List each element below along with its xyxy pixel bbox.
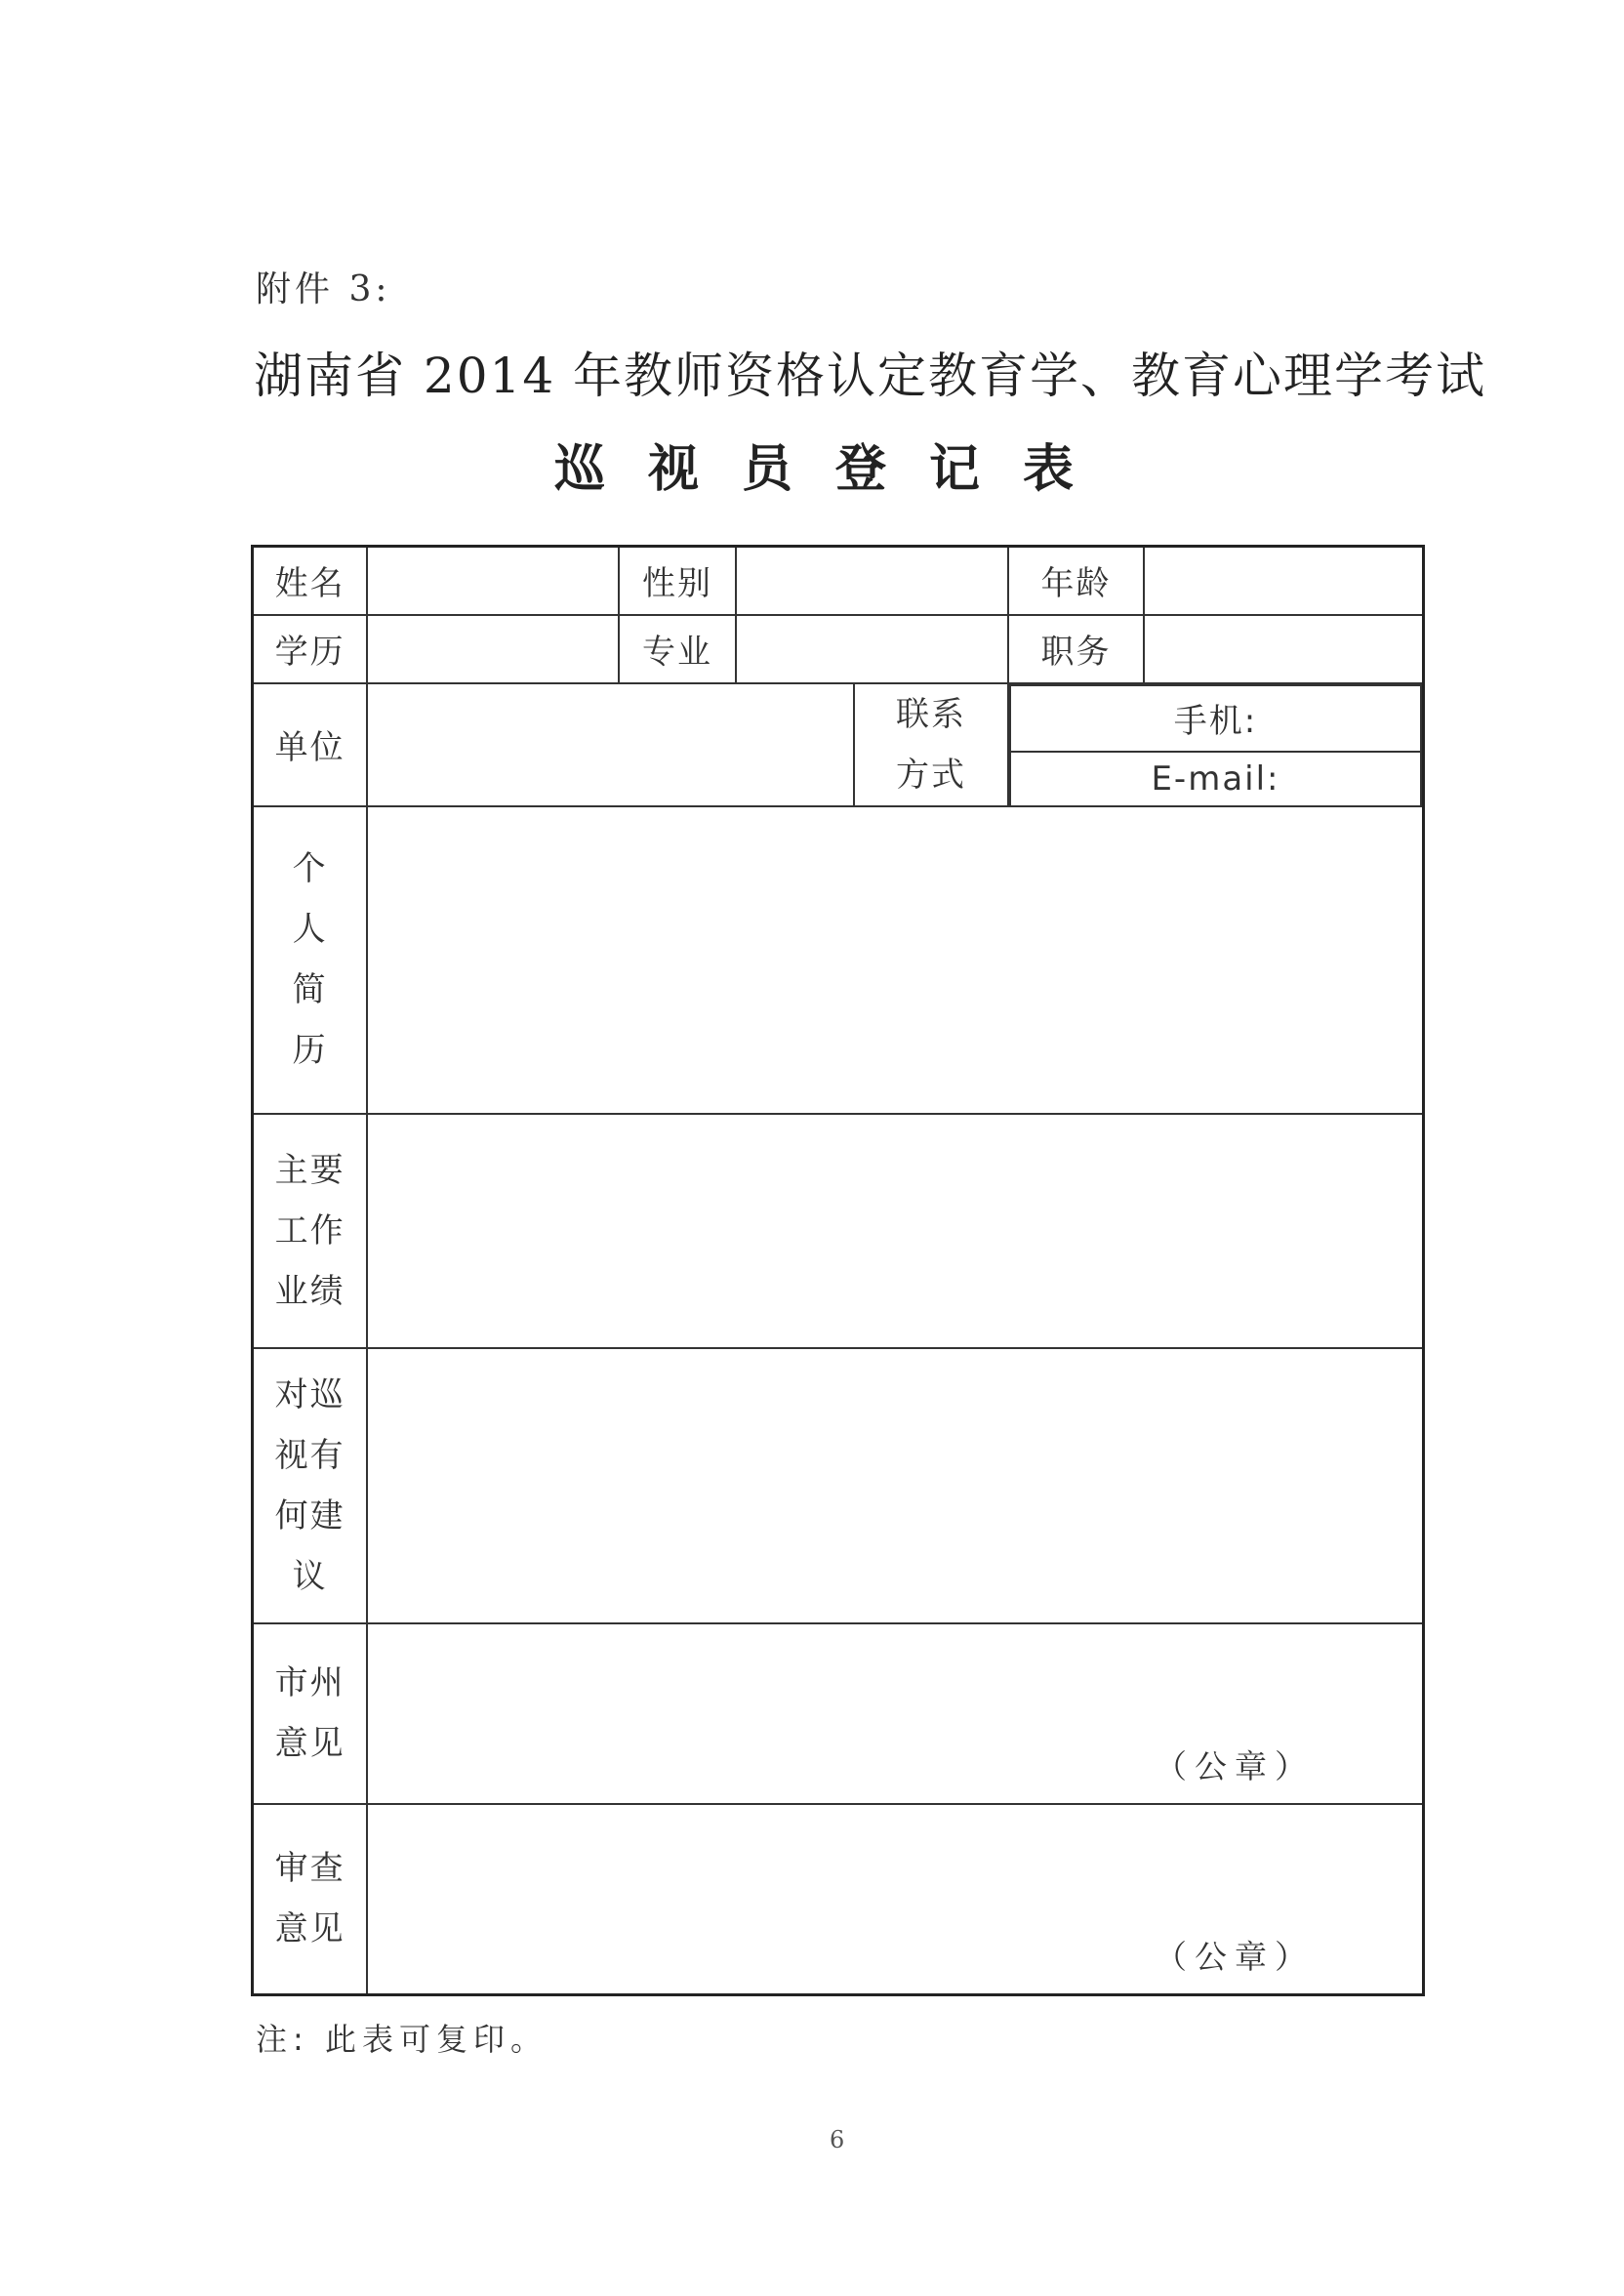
name-field[interactable] (367, 547, 619, 615)
form-subtitle: 巡视员登记表 (553, 439, 1116, 499)
form-title: 湖南省 2014 年教师资格认定教育学、教育心理学考试 (254, 348, 1487, 404)
review-opinion-field[interactable] (367, 1804, 1423, 1995)
city-opinion-field[interactable] (367, 1623, 1423, 1804)
footer-note: 注: 此表可复印。 (256, 2021, 548, 2058)
age-field[interactable] (1144, 548, 1422, 614)
achievements-label: 主要 工作 业绩 (253, 1114, 368, 1348)
suggestions-label: 对巡 视有 何建 议 (253, 1348, 368, 1623)
review-seal-text: （公章） (1155, 1938, 1315, 1976)
education-label: 学历 (253, 615, 368, 683)
resume-field[interactable] (367, 806, 1423, 1114)
city-seal-text: （公章） (1155, 1746, 1315, 1785)
major-field[interactable] (736, 615, 1008, 683)
review-opinion-label: 审查 意见 (253, 1804, 368, 1995)
resume-label: 个 人 简 历 (253, 806, 368, 1114)
phone-field[interactable]: 手机: (1010, 685, 1421, 752)
suggestions-field[interactable] (367, 1348, 1423, 1623)
unit-field[interactable] (367, 683, 854, 806)
contact-label: 联系 方式 (854, 683, 1008, 806)
email-field[interactable]: E-mail: (1010, 752, 1421, 805)
position-label: 职务 (1009, 616, 1144, 682)
contact-group (1008, 683, 1424, 806)
education-field[interactable] (367, 615, 619, 683)
name-label: 姓名 (253, 547, 368, 615)
position-field[interactable] (1144, 616, 1422, 682)
page-number: 6 (830, 2126, 845, 2153)
attachment-label: 附件 3: (256, 269, 391, 309)
gender-field[interactable] (736, 547, 1008, 615)
unit-label: 单位 (253, 683, 368, 806)
achievements-field[interactable] (367, 1114, 1423, 1348)
gender-label: 性别 (619, 547, 737, 615)
age-group (1008, 547, 1424, 615)
position-group (1008, 615, 1424, 683)
age-label: 年龄 (1009, 548, 1144, 614)
registration-form (251, 545, 1425, 1996)
major-label: 专业 (619, 615, 737, 683)
city-opinion-label: 市州 意见 (253, 1623, 368, 1804)
